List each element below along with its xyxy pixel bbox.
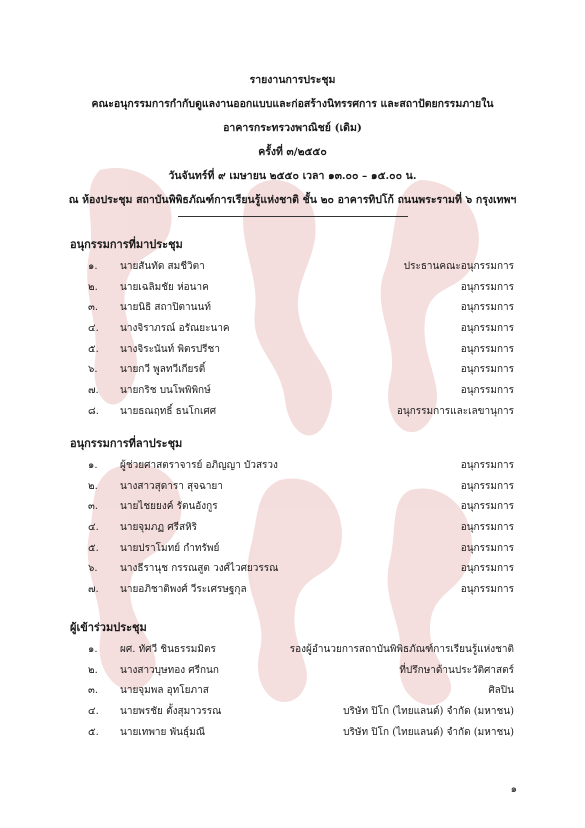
list-item: ๓. นายไชยยงค์ รัตนอังกูร อนุกรรมการ [88, 501, 514, 513]
absentees-section [70, 433, 514, 600]
list-item: ๑. ผู้ช่วยศาสตราจารย์ อภิญญา บัวสรวง อนุกรรมการ [88, 459, 514, 471]
list-item: ๖. นางธีรานุช กรรณสูต วงศ์ไวศยวรรณ อนุกรรมการ [88, 563, 514, 575]
list-item: ๕. นายปราโมทย์ กำทรัพย์ อนุกรรมการ [88, 542, 514, 554]
document-header [60, 68, 525, 217]
list-item: ๑. ผศ. ทัศวี ชินธรรมมิตร รองผู้อำนวยการสถาบันพิพิธภัณฑ์การเรียนรู้แห่งชาติ [88, 643, 514, 655]
meeting-venue: ณ ห้องประชุม สถาบันพิพิธภัณฑ์การเรียนรู้แห่งชาติ ชั้น ๒๐ อาคารทิปโก้ ถนนพระรามที่ ๖ กรุงเทพฯ [68, 194, 517, 206]
list-item: ๒. นายเฉลิมชัย ห่อนาค อนุกรรมการ [88, 281, 514, 293]
attendees-section [70, 234, 514, 422]
list-item: ๘. นายธณฤทธิ์ ธนโกเศศ อนุกรรมการและเลขานุการ [88, 405, 514, 417]
absentees-title: อนุกรรมการที่ลาประชุม [70, 437, 183, 450]
building-name: อาคารกระทรวงพาณิชย์ (เดิม) [223, 122, 362, 134]
list-item: ๑. นายสันทัด สมชีวิตา ประธานคณะอนุกรรมการ [88, 260, 514, 272]
header-divider [178, 216, 408, 217]
list-item: ๕. นางจิระนันท์ พิตรปรีชา อนุกรรมการ [88, 343, 514, 355]
page-number: ๑ [510, 784, 517, 795]
list-item: ๓. นายนิธิ สถาปิตานนท์ อนุกรรมการ [88, 302, 514, 314]
list-item: ๓. นายจุมพล อุทโยภาส ศิลปิน [88, 685, 514, 697]
session-number: ครั้งที่ ๓/๒๕๕๐ [258, 146, 327, 158]
document-title: รายงานการประชุม [249, 74, 336, 86]
attendees-title: อนุกรรมการที่มาประชุม [70, 238, 183, 251]
list-item: ๗. นายอภิชาติพงศ์ วีระเศรษฐกุล อนุกรรมการ [88, 583, 514, 595]
participants-title: ผู้เข้าร่วมประชุม [70, 621, 147, 634]
list-item: ๕. นายเทพาย พันธุ์มณี บริษัท ปิโก (ไทยแลนด์) จำกัด (มหาชน) [88, 726, 514, 738]
list-item: ๗. นายกริช บนโพพิพิกษ์ อนุกรรมการ [88, 384, 514, 396]
list-item: ๔. นางจิราภรณ์ อรัณยะนาค อนุกรรมการ [88, 322, 514, 334]
participants-section [70, 617, 514, 742]
committee-name: คณะอนุกรรมการกำกับดูแลงานออกแบบและก่อสร้างนิทรรศการ และสถาปัตยกรรมภายใน [91, 98, 494, 110]
list-item: ๒. นางสาวบุษทอง ศรีกนก ที่ปรึกษาด้านประวัติศาสตร์ [88, 664, 514, 676]
meeting-datetime: วันจันทร์ที่ ๙ เมษายน ๒๕๕๐ เวลา ๑๓.๐๐ – ๑๕.๐๐ น. [168, 170, 417, 182]
list-item: ๔. นายจุมภฏ ศรีสหิริ อนุกรรมการ [88, 521, 514, 533]
list-item: ๖. นายกวี พูลทวีเกียรติ์ อนุกรรมการ [88, 364, 514, 376]
list-item: ๔. นายพรชัย ตั้งสุมาวรรณ บริษัท ปิโก (ไทยแลนด์) จำกัด (มหาชน) [88, 705, 514, 717]
list-item: ๒. นางสาวสุดารา สุจฉายา อนุกรรมการ [88, 480, 514, 492]
